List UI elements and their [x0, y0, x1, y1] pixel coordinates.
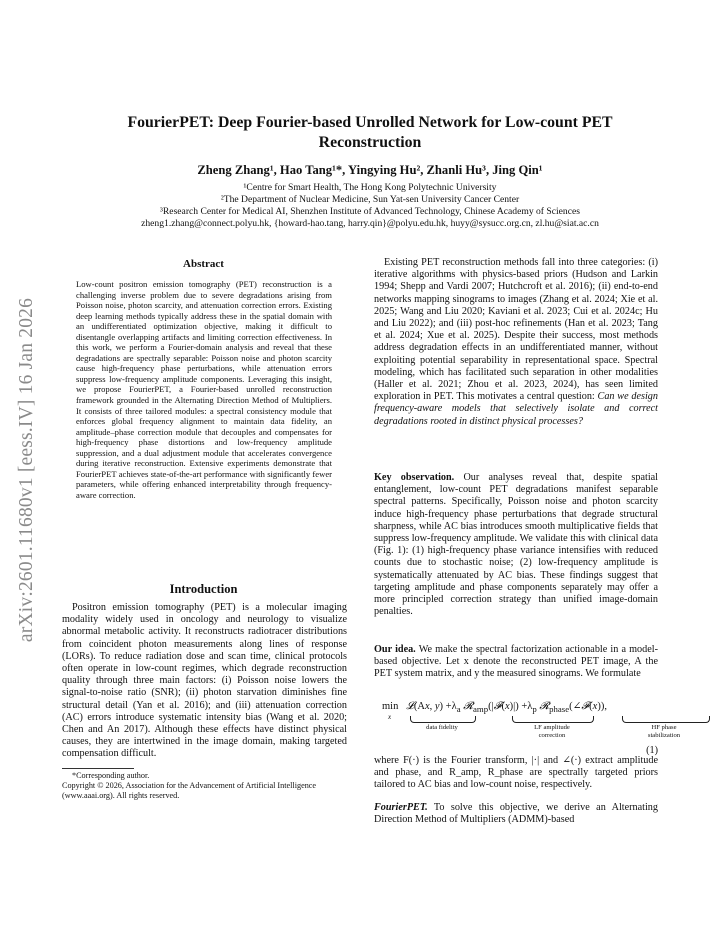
key-observation-paragraph: Key observation. Our analyses reveal that, despite spatial entanglement, low-count PET degradations manifest separable spectral patterns. Specifically, Poisson noise and photon scarcity induce high-frequency phase perturbations that degrade structural sharpness, while AC bias introduces smooth multiplicative fields that suppress low-frequency amplitude. We validate this with clinical data (Fig. 1): (1) high-frequency phase variance intensifies with reduced counts due to stochastic noise; (2) low-frequency amplitude is systematically attenuated by AC bias. These findings suggest that targeting amplitude and phase components separately may offer a more principled correction strategy than unified image-domain penalties.: [374, 472, 659, 618]
objective-equation: [374, 700, 681, 756]
abstract-text: Low-count positron emission tomography (PET) reconstruction is a challenging inverse problem due to severe degradations arising from Poisson noise, photon scarcity, and attenuation correction errors. Existing deep learning methods typically address these in the spatial domain with an undifferentiated optimization objective, making it difficult to disentangle overlapping artifacts and limiting correction effectiveness. In this work, we perform a Fourier-domain analysis and reveal that these degradations are spectrally separable: Poisson noise and photon scarcity cause high-frequency phase perturbations, while attenuation errors suppress low-frequency amplitude components. Leveraging this insight, we propose FourierPET, a Fourier-based unrolled reconstruction framework grounded in the Alternating Direction Method of Multipliers. It consists of three tailored modules: a spectral consistency module that enforces global frequency alignment to maintain data fidelity, an amplitude–phase correction module that decouples and compensates for high-frequency phase distortions and low-frequency amplitude suppression, and a dual adjustment module that accelerates convergence during iterative reconstruction. Extensive experiments demonstrate that FourierPET achieves state-of-the-art performance with significantly fewer parameters, while offering enhanced interpretability through frequency-aware correction.: [76, 279, 332, 500]
brace-fidelity: [410, 716, 476, 723]
brace-phase: [622, 716, 710, 723]
introduction-heading: Introduction: [169, 582, 238, 596]
author-list: Zheng Zhang¹, Hao Tang¹*, Yingying Hu², Zhanli Hu³, Jing Qin¹: [197, 163, 543, 177]
key-observation-heading: Key observation.: [374, 472, 455, 483]
fourierpet-paragraph: FourierPET. To solve this objective, we derive an Alternating Direction Method of Multipliers (ADMM)-based: [374, 802, 658, 826]
paper-title: [80, 113, 660, 153]
footnote: [62, 771, 347, 802]
title-line-2: Reconstruction: [318, 134, 422, 151]
author-emails: zheng1.zhang@connect.polyu.hk, {howard-hao.tang, harry.qin}@polyu.edu.hk, huyy@sysucc.org.cn, zl.hu@siat.ac.cn: [141, 218, 599, 229]
equation-number: (1): [646, 745, 658, 756]
abstract-heading: Abstract: [183, 258, 224, 270]
footnote-rule: [62, 768, 134, 769]
label-lf-amplitude: LF amplitude correction: [534, 724, 570, 739]
title-line-1: FourierPET: Deep Fourier-based Unrolled Network for Low-count PET: [127, 114, 613, 131]
corresponding-author-note: *Corresponding author.: [72, 771, 150, 780]
our-idea-heading: Our idea.: [374, 644, 416, 655]
copyright-notice: Copyright © 2026, Association for the Advancement of Artificial Intelligence (www.aaai.org). All rights reserved.: [62, 781, 317, 801]
central-question: Can we design frequency-aware models that selectively isolate and correct degradations rooted in distinct physical processes?: [374, 391, 658, 427]
introduction-text: Positron emission tomography (PET) is a molecular imaging modality widely used in oncology and neurology to visualize abnormal metabolic activity. It reconstructs radiotracer distributions from coincident photon measurements along lines of response (LORs). To reduce radiation dose and scan time, clinical protocols often operate in low-count regimes, which degrade reconstruction quality through three main factors: (i) Poisson noise lowers the signal-to-noise ratio (SNR); (ii) photon starvation diminishes fine structural detail (Yan et al. 2016); and (iii) attenuation correction (AC) errors introduce systematic intensity bias (Wang et al. 2020; Chen and An 2017). Although these effects have distinct physical causes, they are intertwined in the image domain, making targeted compensation difficult.: [62, 602, 347, 760]
label-hf-phase: HF phase stabilization: [647, 724, 681, 739]
equation-min-subscript: x: [388, 713, 392, 721]
arxiv-stamp: arXiv:2601.11680v1 [eess.IV] 16 Jan 2026: [16, 297, 37, 643]
label-data-fidelity: data fidelity: [426, 724, 458, 731]
fourierpet-heading: FourierPET.: [374, 802, 428, 813]
intro-paragraph-methods: Existing PET reconstruction methods fall into three categories: (i) iterative algorithms with physics-based priors (Hudson and Larkin 1994; Shepp and Vardi 2007; Hutchcroft et al. 2016); (ii) end-to-end networks mapping sinograms to images (Zhang et al. 2024; Xie et al. 2025; Wang and Liu 2020; Kaviani et al. 2023; Cui et al. 2024c; Hu and Liu 2022); and (iii) post-hoc refinements (Han et al. 2023; Tang et al. 2024; Xue et al. 2025). Despite their success, most methods address degradation effects in an undifferentiated manner, without exploiting potential separability in representational space. Spectral modeling, which has facilitated such separation in other modalities (Haller et al. 2021; Zhou et al. 2023, 2024), has seen limited exploration in PET. This motivates a central question: Can we design frequency-aware models that selectively isolate and correct degradations rooted in distinct physical processes?: [374, 257, 658, 427]
equation-formula: min 𝓛(Ax, $y) +\lambda_a$ 𝓡$_{amp}$(|𝓕(x)|) $+\lambda_p$ 𝓡$_{phase}$(∠𝓕(x)),: [382, 701, 607, 715]
our-idea-paragraph: Our idea. We make the spectral factorization actionable in a model-based objective. Let x denote the reconstructed PET image, A the PET system matrix, and y the measured sinograms. We formulate: [374, 644, 658, 680]
affiliation-1: ¹Centre for Smart Health, The Hong Kong Polytechnic University: [243, 182, 497, 193]
brace-amplitude: [512, 716, 594, 723]
equation-explanation: where F(·) is the Fourier transform, |·| and ∠(·) extract amplitude and phase, and R_amp, R_phase are spectrally targeted priors tailored to AC bias and low-count noise, respectively.: [374, 755, 658, 791]
affiliation-2: ²The Department of Nuclear Medicine, Sun Yat-sen University Cancer Center: [220, 194, 520, 205]
affiliation-3: ³Research Center for Medical AI, Shenzhen Institute of Advanced Technology, Chinese Academy of Sciences: [160, 206, 580, 217]
